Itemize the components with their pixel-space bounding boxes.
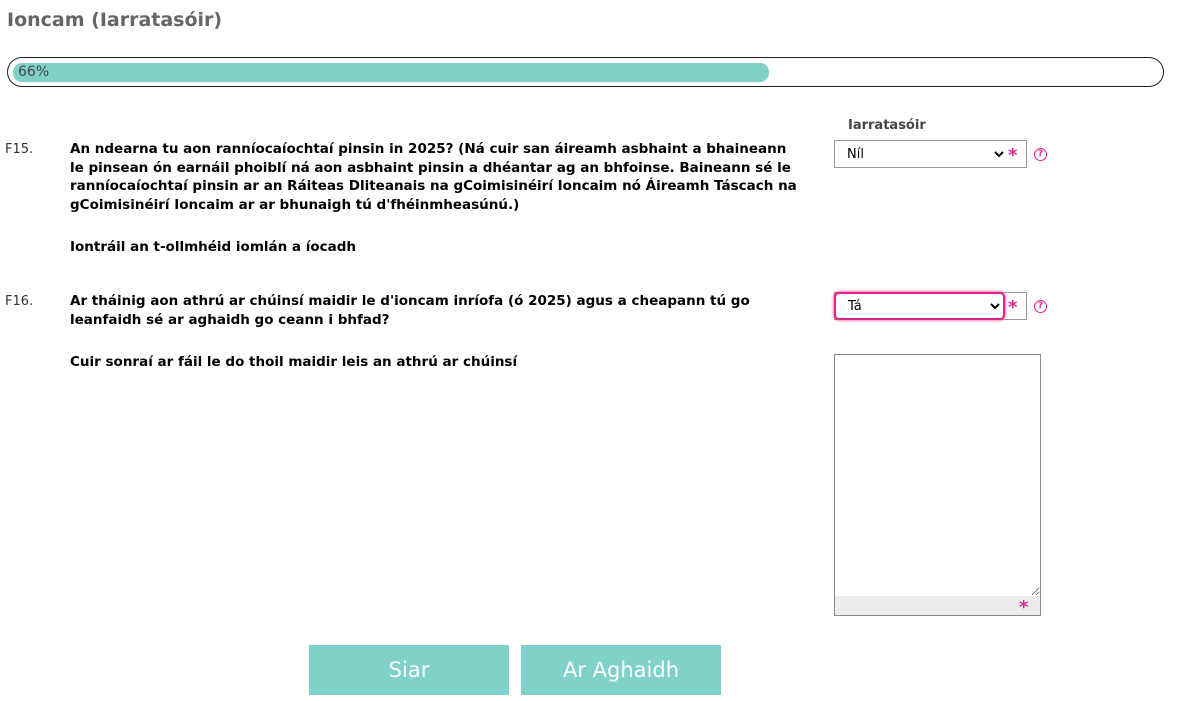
progress-bar [7,57,1164,87]
circumstances-change-select[interactable] [834,292,1005,320]
required-asterisk-icon: * [1019,597,1029,618]
question-number-f16: F16. [5,294,34,309]
question-subtext-f16: Cuir sonraí ar fáil le do thoil maidir leis an athrú ar chúinsí [70,354,518,370]
progress-fill [13,63,769,82]
pension-contribution-select-wrapper [834,140,1027,168]
help-circle-icon[interactable]: ? [1034,148,1047,161]
circumstances-details-wrapper [834,354,1041,616]
question-text-f15: An ndearna tu aon ranníocaíochtaí pinsin in 2025? (Ná cuir san áireamh asbhaint a bhaineann le pinsean ón earnáil phoiblí ná aon asbhaint pinsin a dhéantar ag an bhfoinse. Baineann sé le ranníocaíochtaí pinsin ar an Ráiteas Dliteanais na gCoimisinéirí Ioncaim nó Áireamh Táscach na gCoimisinéirí Ioncaim ar ar bhunaigh tú d'fhéinmheasúnú.) [70,141,797,213]
question-number-f15: F15. [5,142,34,157]
question-subtext-f15: Iontráil an t-ollmhéid iomlán a íocadh [70,239,357,255]
circumstances-change-select-wrapper [834,292,1027,320]
textarea-footer [835,596,1040,618]
progress-label: 66% [18,64,50,80]
column-header-applicant: Iarratasóir [848,118,926,133]
question-text-f16: Ar tháinig aon athrú ar chúinsí maidir le d'ioncam inríofa (ó 2025) agus a cheapann tú go leanfaidh sé ar aghaidh go ceann i bhfad? [70,293,750,328]
back-button[interactable]: Siar [309,645,509,695]
required-asterisk-icon: * [1008,297,1018,318]
circumstances-details-textarea[interactable] [835,355,1040,596]
required-asterisk-icon: * [1008,145,1018,166]
help-circle-icon[interactable]: ? [1034,300,1047,313]
pension-contribution-select[interactable] [835,141,1007,167]
page-title: Ioncam (Iarratasóir) [7,9,223,31]
next-button[interactable]: Ar Aghaidh [521,645,721,695]
